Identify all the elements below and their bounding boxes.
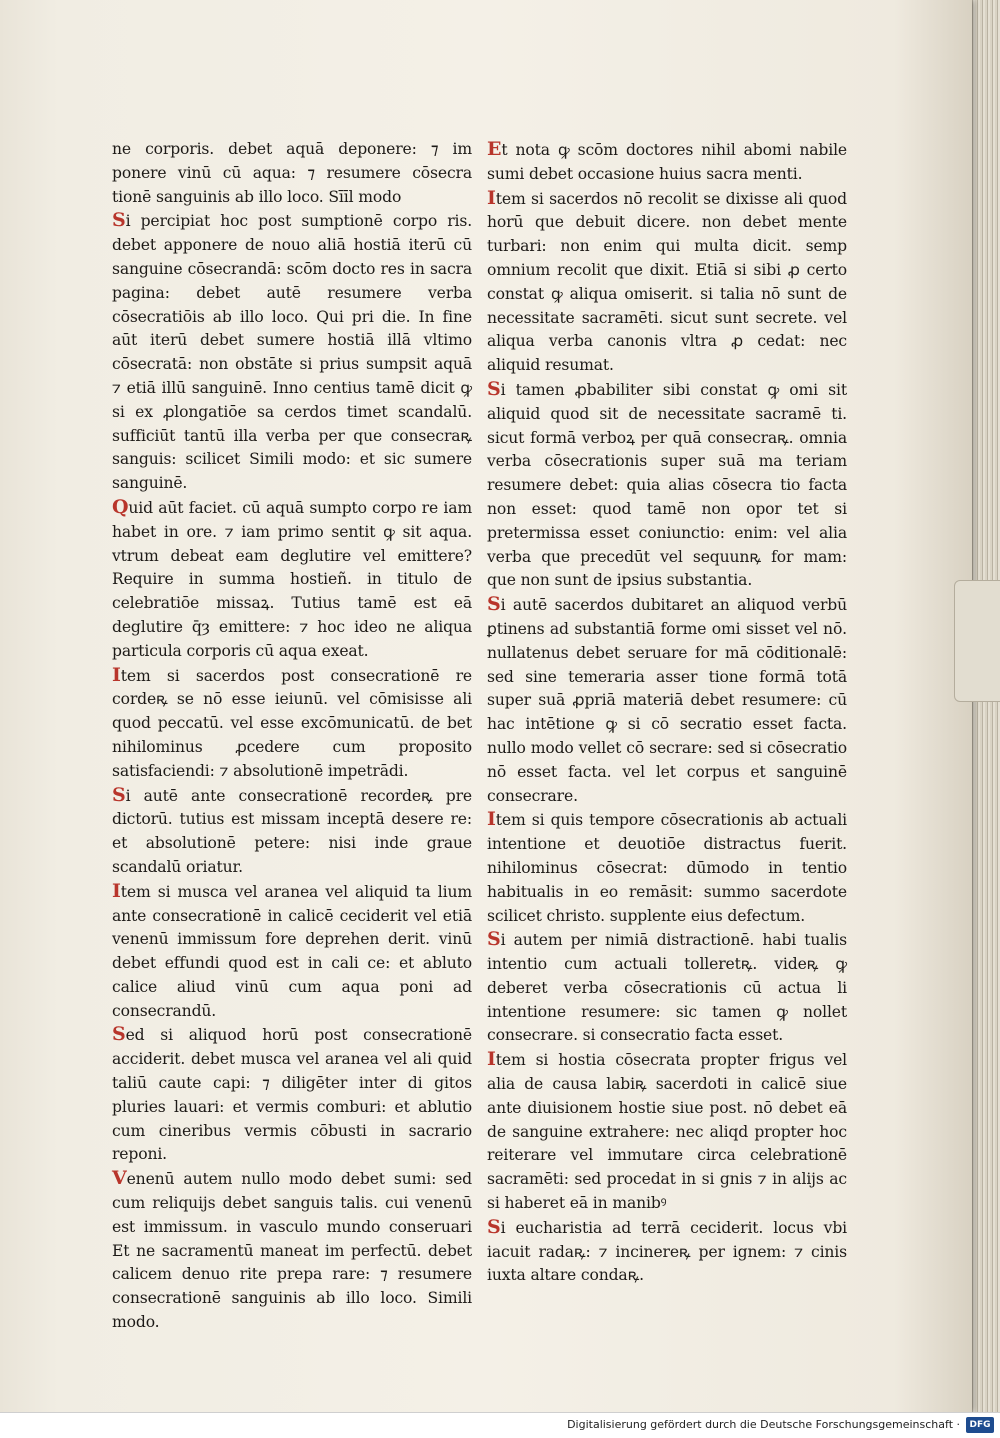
rubricated-initial: S	[487, 377, 501, 400]
rubricated-initial: S	[487, 1215, 501, 1238]
paragraph-text: i eucharistia ad terrā ceciderit. locus vbi iacuit radaꝶ: ⁊ incinereꝶ per ignem: ⁊ cinis iuxta altare condaꝶ.	[487, 1218, 847, 1285]
funding-notice: Digitalisierung gefördert durch die Deutsche Forschungsgemeinschaft ·	[567, 1418, 960, 1431]
rubricated-initial: S	[112, 1023, 126, 1046]
paragraph-text: i autē ante consecrationē recordeꝶ pre dictorū. tutius est missam inceptā desere re: et absolutionē petere: nisi inde graue scandalū oriatur.	[112, 786, 472, 876]
text-paragraph	[112, 138, 472, 209]
dfg-logo: DFG	[966, 1417, 994, 1433]
paragraph-text: i percipiat hoc post sumptionē corpo ris. debet apponere de nouo aliā hostiā iterū cū sanguine cōsecrandā: scōm docto res in sacra pagina: debet autē resumere verba cōsecratiōis ab illo loco. Qui pri die. In fine aūt iterū debet sumere hostiā illā vltimo cōsecratā: non obstāte si prius sumpsit aquā ⁊ etiā illū sanguinē. Inno centius tamē dicit ꝙ si ex ꝓlongatiōe sa cerdos timet scandalū. sufficiūt tantū illa verba per que consecraꝶ sanguis: scilicet Simili modo: et sic sumere sanguinē.	[112, 212, 472, 493]
text-paragraph	[487, 1048, 847, 1216]
text-paragraph	[112, 1023, 472, 1167]
paragraph-text: ne corporis. debet aquā deponere: ⁊ im ponere vinū cū aqua: ⁊ resumere cōsecra tionē sanguinis ab illo loco. Sīīl modo	[112, 140, 472, 206]
text-paragraph	[112, 664, 472, 784]
rubricated-initial: E	[487, 138, 502, 160]
paragraph-text: tem si musca vel aranea vel aliquid ta lium ante consecrationē in calicē ceciderit vel etiā venenū immissum fore deprehen derit. vinū debet effundi quod est in cali ce: et abluto calice aliud vinū cum aqua poni ad consecrandū.	[112, 882, 472, 1020]
paragraph-text: tem si sacerdos post consecrationē re cordeꝶ se nō esse ieiunū. vel cōmisisse ali quod peccatū. vel esse excōmunicatū. de bet nihilominus ꝓcedere cum proposito satisfaciendi: ⁊ absolutionē impetrādi.	[112, 666, 472, 780]
footer-bar	[0, 1412, 1000, 1438]
text-paragraph	[487, 808, 847, 928]
text-paragraph	[487, 187, 847, 378]
paragraph-text: i tamen ꝓbabiliter sibi constat ꝙ omi sit aliquid quod sit de necessitate sacramē ti. sicut formā verboꝝ per quā consecraꝶ. omnia verba cōsecrationis super suā ma teriam resumere debet: quia alias cōsecra tio facta non esset: quod tamē non opor tet si pretermissa esset coniunctio: enim: vel alia verba que precedūt vel sequunꝶ for mam: que non sunt de ipsius substantia.	[487, 380, 847, 590]
text-paragraph	[487, 378, 847, 593]
book-tab-flap	[954, 580, 1000, 702]
paragraph-text: tem si sacerdos nō recolit se dixisse ali quod horū que debuit dicere. non debet mente turbari: non enim qui multa dicit. semp omnium recolit que dixit. Etiā si sibi ꝓ certo constat ꝙ aliqua omiserit. si talia nō sunt de necessitate sacramēti. sicut sunt secrete. vel aliqua verba canonis vltra ꝓ cedat: nec aliquid resumat.	[487, 189, 847, 375]
text-paragraph	[112, 784, 472, 880]
paragraph-text: tem si hostia cōsecrata propter frigus vel alia de causa labiꝶ sacerdoti in calicē siue ante diuisionem hostie siue post. nō debet eā de sanguine extrahere: nec aliqd propter hoc reiterare vel immutare circa celebrationē sacramēti: sed procedat in si gnis ⁊ in alijs ac si haberet eā in manibꝰ	[487, 1051, 847, 1213]
paragraph-text: uid aūt faciet. cū aquā sumpto corpo re iam habet in ore. ⁊ iam primo sentit ꝙ sit aqua. vtrum debeat eam deglutire vel emittere? Require in summa hostieñ. in titulo de celebratiōe missaꝝ. Tutius tamē est eā deglutire q̄ȝ emittere: ⁊ hoc ideo ne aliqua particula corporis cū aqua exeat.	[112, 498, 472, 660]
text-paragraph	[112, 1167, 472, 1335]
rubricated-initial: I	[487, 1048, 496, 1071]
text-paragraph	[112, 209, 472, 496]
rubricated-initial: I	[487, 808, 496, 831]
text-paragraph	[112, 880, 472, 1024]
paragraph-text: tem si quis tempore cōsecrationis ab actuali intentione et deuotiōe distractus fuerit. nihilominus cōsecrat: dūmodo in tentio habitualis in eo remāsit: summo sacerdote scilicet christo. supplente eius defectum.	[487, 811, 847, 925]
text-paragraph	[112, 496, 472, 664]
rubricated-initial: I	[112, 879, 121, 902]
right-text-column	[487, 138, 847, 1288]
text-paragraph	[487, 138, 847, 187]
rubricated-initial: S	[112, 209, 126, 232]
rubricated-initial: V	[112, 1167, 127, 1190]
rubricated-initial: S	[487, 928, 501, 951]
paragraph-text: i autē sacerdos dubitaret an aliquod verbū ꝑtinens ad substantiā forme omi sisset vel nō. nullatenus debet seruare for mā cōditionalē: sed sine temeraria asser tione formā totā super suā ꝓpriā materiā debet resumere: cū hac intētione ꝙ si cō secratio esset facta. nullo modo vellet cō secrare: sed si cōsecratio nō esset facta. vel let corpus et sanguinē consecrare.	[487, 596, 847, 805]
rubricated-initial: S	[112, 783, 126, 806]
rubricated-initial: Q	[112, 495, 129, 518]
left-text-column	[112, 138, 472, 1335]
text-paragraph	[487, 593, 847, 808]
rubricated-initial: I	[487, 186, 496, 209]
text-paragraph	[487, 928, 847, 1048]
paragraph-text: t nota ꝙ scōm doctores nihil abomi nabile sumi debet occasione huius sacra menti.	[487, 141, 847, 183]
paragraph-text: enenū autem nullo modo debet sumi: sed cum reliquijs debet sanguis talis. cui venenū est immissum. in vasculo mundo conseruari Et ne sacramentū maneat im perfectū. debet calicem denuo rite prepa rare: ⁊ resumere consecrationē sanguinis ab illo loco. Simili modo.	[112, 1170, 472, 1332]
rubricated-initial: S	[487, 593, 501, 616]
text-paragraph	[487, 1216, 847, 1288]
paragraph-text: i autem per nimiā distractionē. habi tualis intentio cum actuali tolleretꝶ. videꝶ ꝙ deberet verba cōsecrationis cū actua li intentione resumere: sic tamen ꝙ nollet consecrare. si consecratio facta esset.	[487, 931, 847, 1045]
paragraph-text: ed si aliquod horū post consecrationē acciderit. debet musca vel aranea vel ali quid taliū caute capi: ⁊ diligēter inter di gitos pluries lauari: et vermis comburi: et ablutio cum cineribus vermis cōbusti in sacrario reponi.	[112, 1026, 472, 1164]
rubricated-initial: I	[112, 663, 121, 686]
